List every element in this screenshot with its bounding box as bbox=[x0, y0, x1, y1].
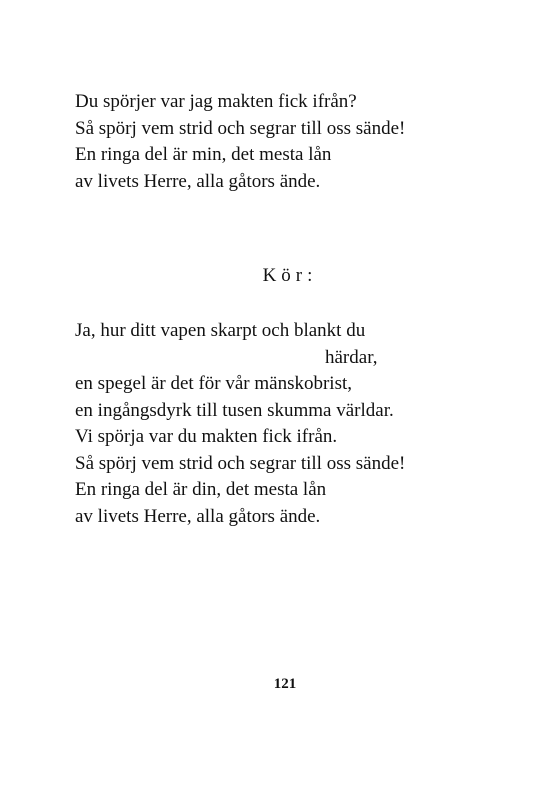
chorus-heading: Kör: bbox=[262, 265, 318, 286]
poem-line: en ingångsdyrk till tusen skumma världar. bbox=[75, 399, 394, 421]
poem-line: Så spörj vem strid och segrar till oss sände! bbox=[75, 117, 406, 139]
poem-line-continuation: härdar, bbox=[325, 346, 378, 368]
poem-line: Så spörj vem strid och segrar till oss sände! bbox=[75, 452, 406, 474]
poem-line: Du spörjer var jag makten fick ifrån? bbox=[75, 91, 357, 112]
page-number: 121 bbox=[273, 676, 297, 692]
poem-line: En ringa del är din, det mesta lån bbox=[75, 479, 327, 500]
poem-line: en spegel är det för vår mänskobrist, bbox=[75, 373, 352, 394]
poem-line: En ringa del är min, det mesta lån bbox=[75, 144, 332, 165]
poem-line: av livets Herre, alla gåtors ände. bbox=[75, 505, 321, 527]
stanza-2 bbox=[75, 318, 405, 530]
stanza-1 bbox=[75, 89, 405, 195]
poem-line: Vi spörja var du makten fick ifrån. bbox=[75, 426, 338, 447]
poem-line: av livets Herre, alla gåtors ände. bbox=[75, 170, 321, 192]
poem-line: Ja, hur ditt vapen skarpt och blankt du bbox=[75, 320, 366, 341]
